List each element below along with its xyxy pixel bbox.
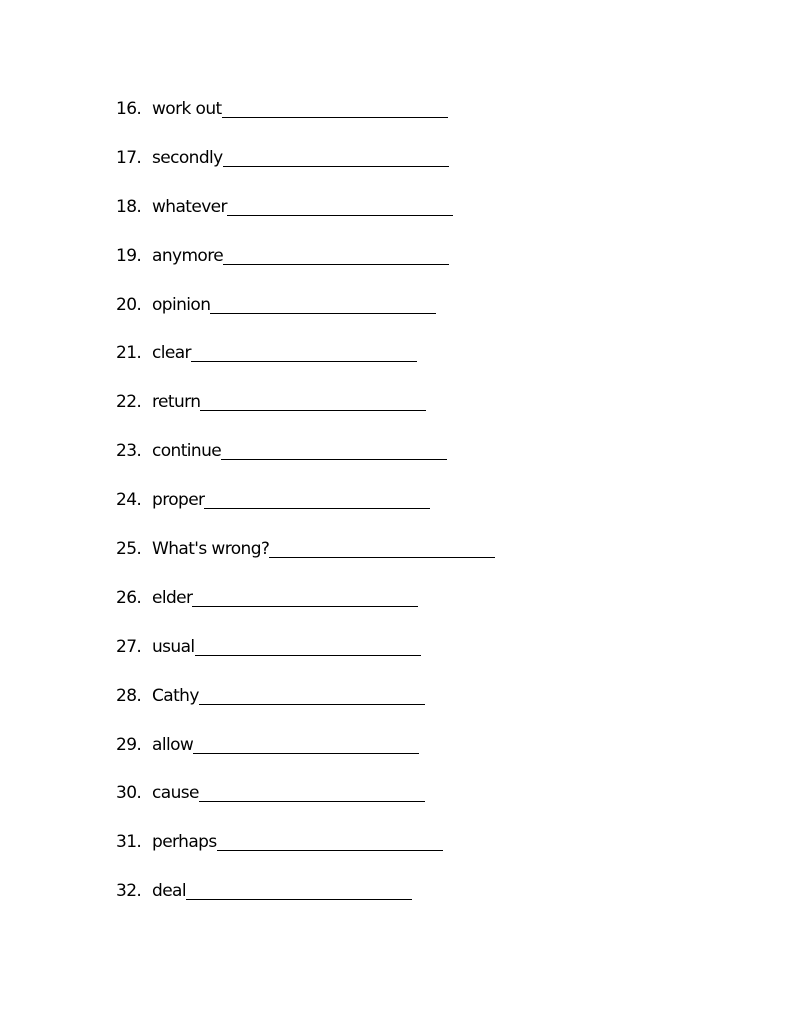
list-item [116,194,495,243]
answer-blank[interactable] [186,878,412,900]
item-word: elder [152,587,193,608]
answer-blank[interactable] [191,340,417,362]
answer-blank[interactable] [269,536,495,558]
answer-blank[interactable] [192,585,418,607]
item-word: allow [152,734,194,755]
item-word: Cathy [152,685,199,706]
answer-blank[interactable] [193,732,419,754]
answer-blank[interactable] [222,96,448,118]
item-number: 24. [116,490,142,511]
list-item [116,878,495,927]
list-item [116,683,495,732]
list-item [116,829,495,878]
item-word: continue [152,441,222,462]
item-number: 32. [116,881,142,902]
list-item [116,389,495,438]
item-word: proper [152,490,205,511]
list-item [116,96,495,145]
list-item [116,487,495,536]
list-item [116,243,495,292]
list-item [116,292,495,341]
item-number: 29. [116,734,142,755]
list-item [116,585,495,634]
item-word: What's wrong? [152,539,270,560]
item-word: deal [152,881,186,902]
item-number: 20. [116,294,142,315]
item-number: 17. [116,147,142,168]
answer-blank[interactable] [199,683,425,705]
item-number: 19. [116,245,142,266]
item-word: perhaps [152,832,217,853]
answer-blank[interactable] [227,194,453,216]
answer-blank[interactable] [210,292,436,314]
list-item [116,732,495,781]
answer-blank[interactable] [204,487,430,509]
answer-blank[interactable] [217,829,443,851]
list-item [116,536,495,585]
list-item [116,340,495,389]
answer-blank[interactable] [221,438,447,460]
answer-blank[interactable] [195,634,421,656]
item-word: usual [152,636,195,657]
item-word: return [152,392,201,413]
answer-blank[interactable] [223,243,449,265]
item-number: 26. [116,587,142,608]
item-number: 21. [116,343,142,364]
list-item [116,438,495,487]
list-item [116,780,495,829]
list-item [116,145,495,194]
vocabulary-list [116,96,495,927]
item-number: 28. [116,685,142,706]
item-number: 25. [116,539,142,560]
answer-blank[interactable] [199,780,425,802]
item-word: opinion [152,294,211,315]
item-number: 30. [116,783,142,804]
item-number: 31. [116,832,142,853]
item-word: work out [152,99,222,119]
item-word: whatever [152,196,227,217]
item-word: clear [152,343,191,364]
item-number: 18. [116,196,142,217]
answer-blank[interactable] [223,145,449,167]
list-item [116,634,495,683]
answer-blank[interactable] [200,389,426,411]
item-number: 23. [116,441,142,462]
item-word: cause [152,783,199,804]
item-number: 22. [116,392,142,413]
item-number: 27. [116,636,142,657]
item-word: secondly [152,147,223,168]
item-word: anymore [152,245,224,266]
item-number: 16. [116,99,142,119]
